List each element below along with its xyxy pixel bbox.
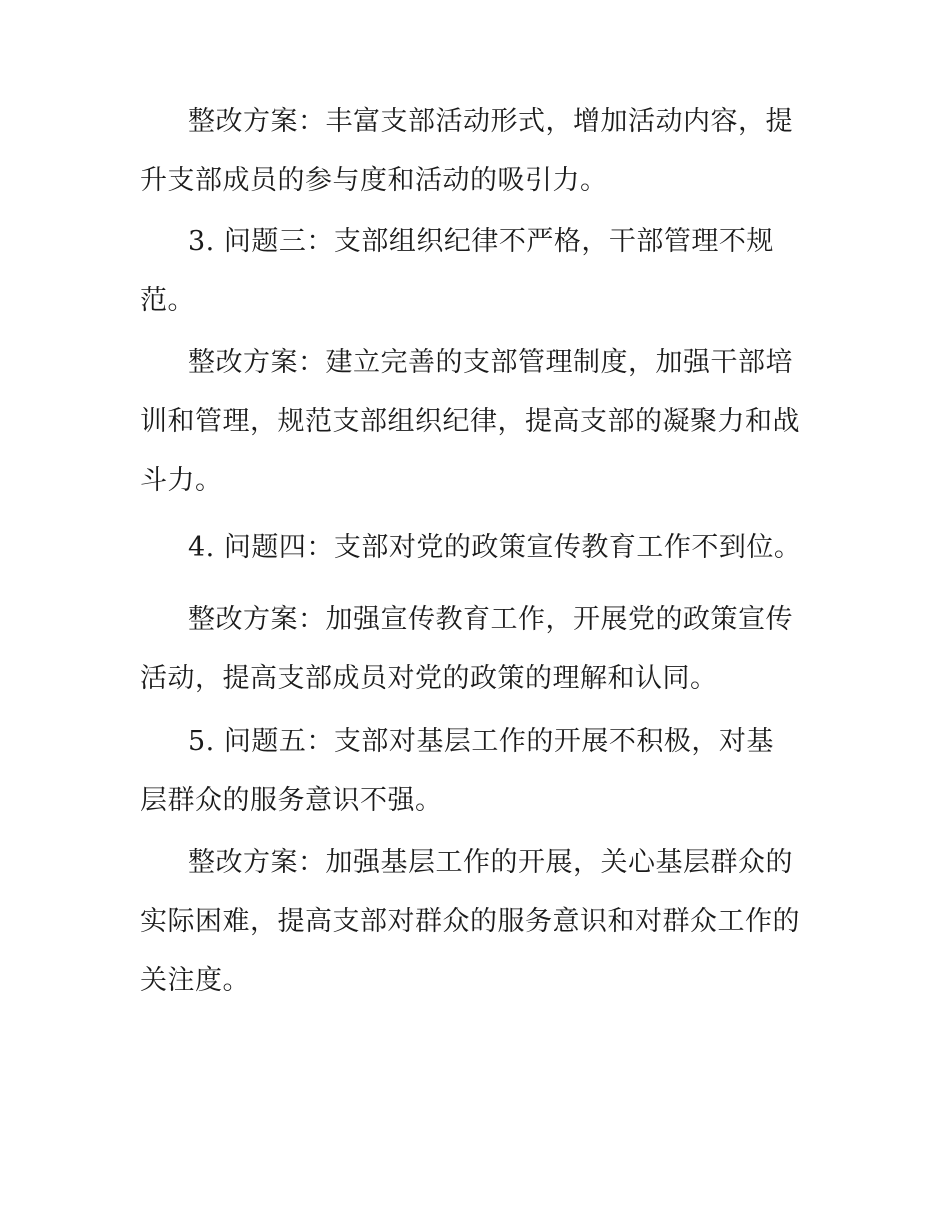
paragraph-issue-4 bbox=[140, 518, 840, 577]
text-line: 训和管理，规范支部组织纪律，提高支部的凝聚力和战 bbox=[140, 406, 800, 437]
text-line: 整改方案：建立完善的支部管理制度，加强干部培 bbox=[188, 347, 793, 378]
paragraph-rectification-plan-2 bbox=[140, 92, 840, 210]
paragraph-rectification-plan-5 bbox=[140, 833, 840, 1010]
text-line: 实际困难，提高支部对群众的服务意识和对群众工作的 bbox=[140, 906, 800, 937]
paragraph-issue-5 bbox=[140, 712, 840, 830]
text-line: 斗力。 bbox=[140, 465, 223, 496]
text-line: 整改方案：加强宣传教育工作，开展党的政策宣传 bbox=[188, 604, 793, 635]
paragraph-rectification-plan-4 bbox=[140, 590, 840, 708]
text-line: 关注度。 bbox=[140, 965, 250, 996]
text-line: 范。 bbox=[140, 285, 195, 316]
text-line: 3. 问题三：支部组织纪律不严格，干部管理不规 bbox=[188, 226, 774, 257]
text-line: 整改方案：丰富支部活动形式，增加活动内容，提 bbox=[188, 106, 793, 137]
text-line: 活动，提高支部成员对党的政策的理解和认同。 bbox=[140, 663, 718, 694]
text-line: 整改方案：加强基层工作的开展，关心基层群众的 bbox=[188, 847, 793, 878]
text-line: 5. 问题五：支部对基层工作的开展不积极，对基 bbox=[188, 726, 774, 757]
text-line: 4. 问题四：支部对党的政策宣传教育工作不到位。 bbox=[188, 532, 802, 563]
paragraph-rectification-plan-3 bbox=[140, 333, 840, 510]
paragraph-issue-3 bbox=[140, 212, 840, 330]
text-line: 层群众的服务意识不强。 bbox=[140, 785, 443, 816]
text-line: 升支部成员的参与度和活动的吸引力。 bbox=[140, 165, 608, 196]
